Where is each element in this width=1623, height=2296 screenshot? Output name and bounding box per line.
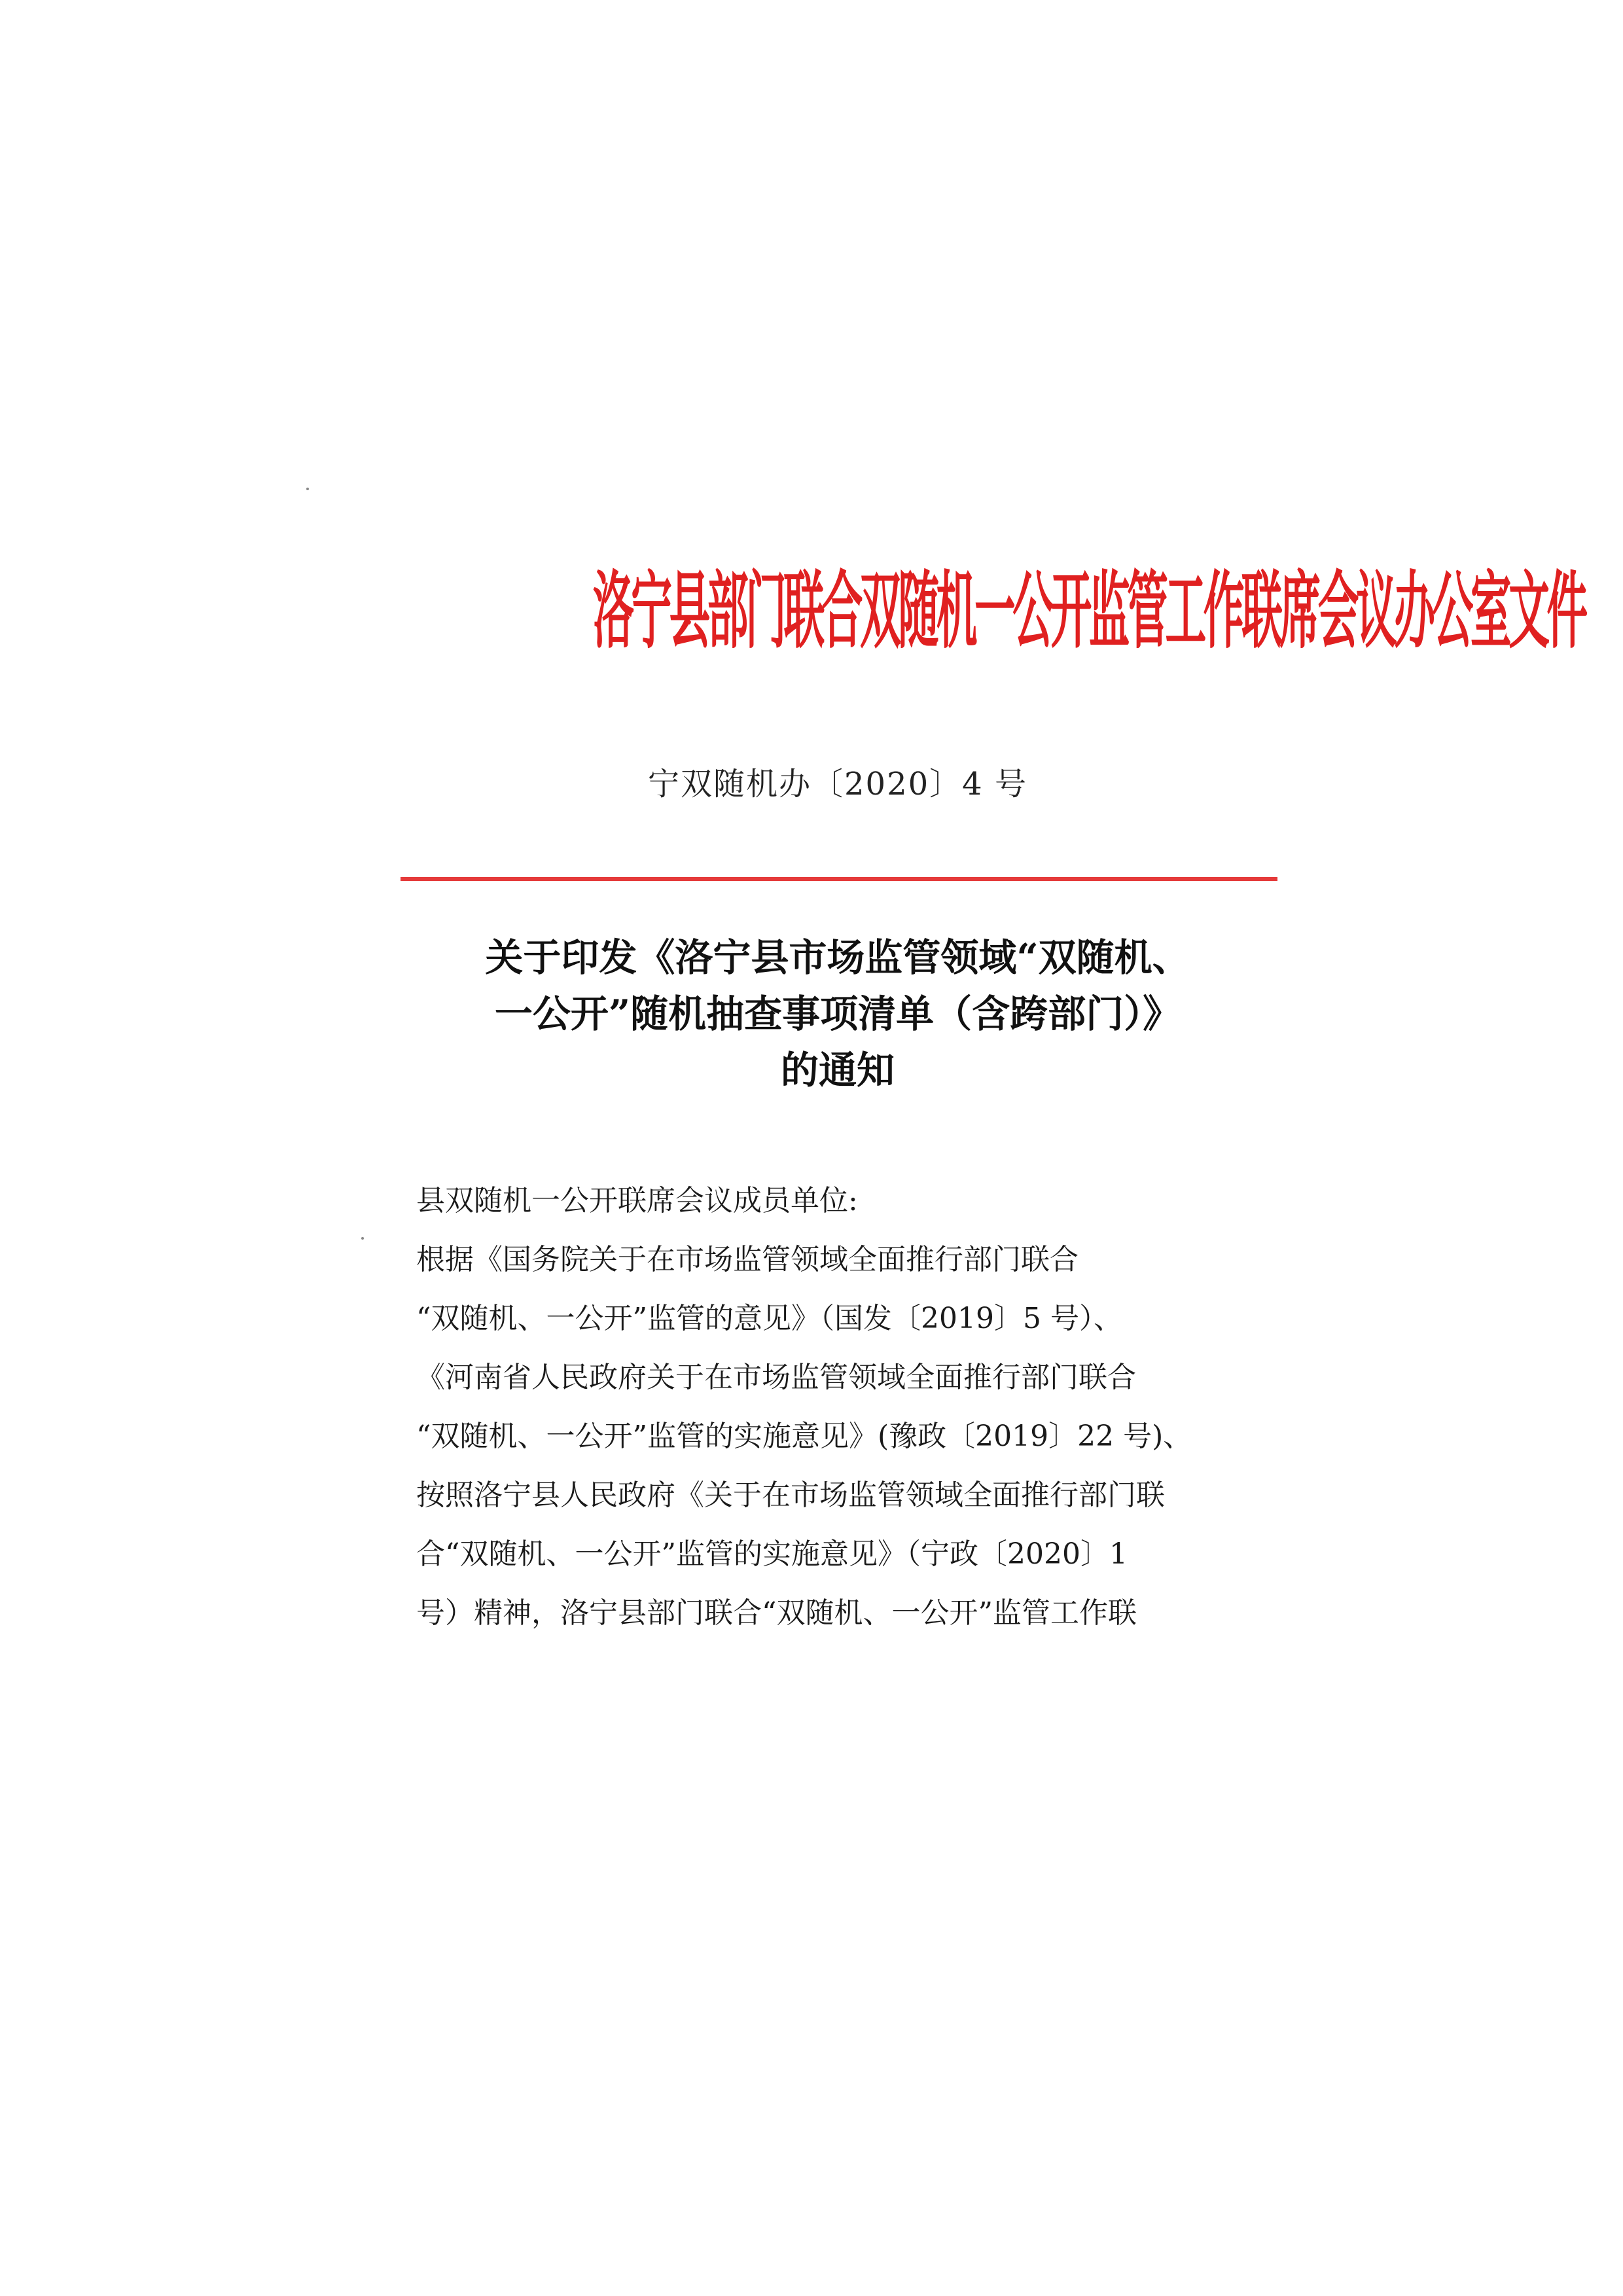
body-line: “双随机、一公开”监管的意见》（国发〔2019〕5 号）、: [416, 1302, 1122, 1335]
document-number: 宁双随机办〔2020〕4 号: [648, 766, 1027, 802]
salutation: 县双随机一公开联席会议成员单位:: [416, 1184, 858, 1217]
body-line: 合“双随机、一公开”监管的实施意见》（宁政〔2020〕1: [416, 1537, 1128, 1571]
body-line: 《河南省人民政府关于在市场监管领域全面推行部门联合: [416, 1361, 1136, 1394]
red-separator-line: [401, 877, 1277, 881]
body-line: 根据《国务院关于在市场监管领域全面推行部门联合: [416, 1243, 1079, 1276]
body-line: 号）精神，洛宁县部门联合“双随机、一公开”监管工作联: [416, 1596, 1137, 1630]
notice-body: [416, 1172, 1208, 1643]
notice-title: [406, 929, 1270, 1098]
scan-speck: [306, 488, 309, 490]
body-line: 按照洛宁县人民政府《关于在市场监管领域全面推行部门联: [416, 1479, 1165, 1512]
notice-title-line: 关于印发《洛宁县市场监管领域“双随机、: [485, 935, 1190, 980]
body-line: “双随机、一公开”监管的实施意见》(豫政〔2019〕22 号)、: [416, 1420, 1192, 1453]
scan-speck: [361, 1237, 364, 1240]
notice-title-line: 的通知: [780, 1048, 895, 1092]
notice-title-line: 一公开”随机抽查事项清单（含跨部门）》: [494, 992, 1181, 1036]
issuing-office-header: 洛宁县部门联合双随机一公开监管工作联席会议办公室文件: [593, 562, 1585, 660]
